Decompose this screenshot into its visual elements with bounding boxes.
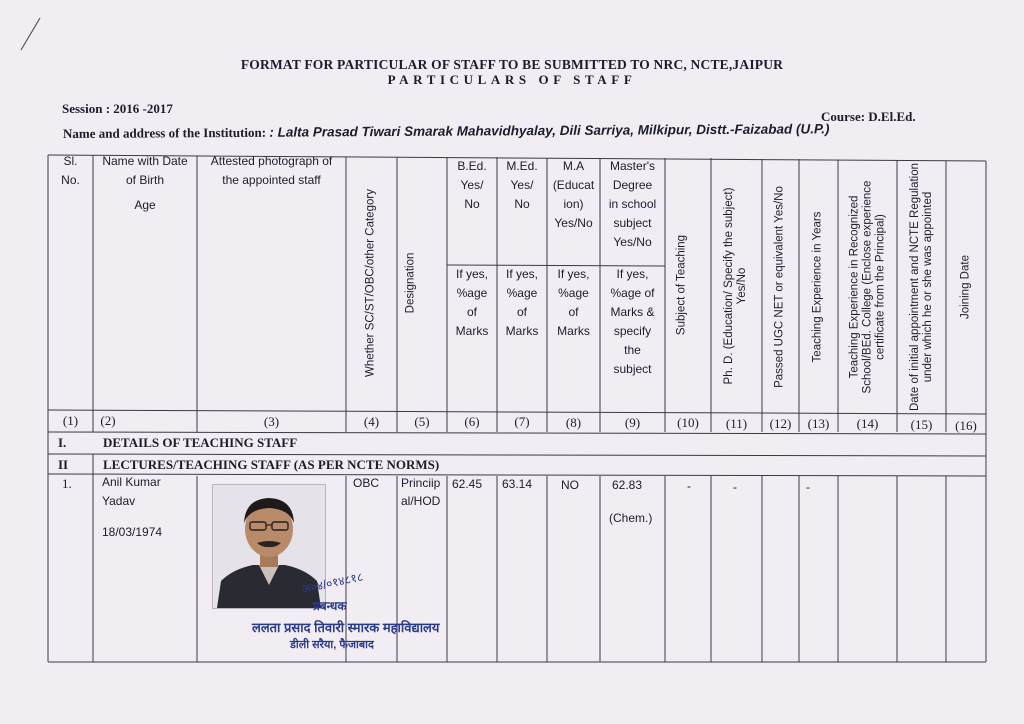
header-text: School/BEd. College (Enclose experience — [861, 180, 874, 394]
column-number: (9) — [624, 415, 641, 430]
header-text: in school — [608, 197, 657, 211]
column-number: (15) — [910, 417, 933, 432]
column-number: (1) — [62, 413, 79, 428]
header-text: of — [516, 305, 527, 319]
header-text: Marks — [455, 324, 489, 338]
header-text: Name with Date — [102, 154, 188, 168]
column-number: (10) — [677, 415, 699, 430]
signature: अ०४/०१४८१८ — [300, 569, 365, 597]
staff-category: OBC — [353, 476, 380, 490]
header-subject-teaching: Subject of Teaching — [675, 234, 688, 336]
header-text: Sl. — [63, 154, 78, 168]
document-title: FORMAT FOR PARTICULAR OF STAFF TO BE SUBMITTED TO NRC, NCTE,JAIPUR — [240, 57, 784, 72]
header-joining-date: Joining Date — [959, 255, 972, 319]
header-text: Yes/No — [554, 216, 593, 230]
header-text: M.A — [562, 159, 585, 173]
header-text: Age — [134, 198, 156, 212]
header-category: Whether SC/ST/OBC/other Category — [364, 189, 377, 377]
header-text: the appointed staff — [222, 173, 321, 187]
header-ma-marks — [547, 265, 600, 341]
column-number: (2) — [100, 413, 116, 428]
stamp-role: प्रबन्धक — [313, 599, 347, 613]
header-designation: Designation — [404, 252, 417, 314]
header-ma-education — [547, 157, 600, 233]
header-text: No. — [61, 173, 80, 187]
header-text: Marks — [557, 324, 590, 338]
header-text: Teaching Experience in Recognized — [848, 195, 861, 379]
header-sl-no — [48, 152, 93, 190]
staff-designation-line1: Princiip — [401, 476, 441, 490]
section-number: II — [58, 457, 69, 472]
row-sl-no: 1. — [62, 476, 72, 491]
institution-name: : Lalta Prasad Tiwari Smarak Mahavidhyalay, Dili Sarriya, Milkipur, Distt.-Faizabad (U.P.) — [269, 121, 830, 140]
header-text: specify — [613, 324, 652, 338]
header-text: Degree — [612, 178, 653, 192]
header-text: If yes, — [616, 267, 649, 281]
header-text: of — [568, 305, 579, 319]
header-text: (Educat — [552, 178, 595, 192]
section-heading: LECTURES/TEACHING STAFF (AS PER NCTE NORMS) — [103, 457, 440, 472]
header-teaching-experience: Teaching Experience in Years — [811, 211, 824, 363]
staff-teaching-experience: - — [806, 480, 810, 494]
staff-designation-line2: al/HOD — [401, 494, 441, 508]
header-phd — [723, 188, 749, 385]
header-text: Yes/No — [613, 235, 652, 249]
header-text: of — [466, 305, 477, 319]
header-text: If yes, — [557, 267, 590, 281]
header-text: ion) — [563, 197, 584, 211]
header-text: %age — [506, 286, 538, 300]
header-initial-appointment — [909, 163, 935, 411]
stamp-address: डीली सरैया, फैजाबाद — [290, 639, 374, 651]
column-number: (4) — [363, 414, 380, 429]
column-number: (12) — [769, 416, 792, 431]
header-text: %age — [558, 286, 589, 300]
staff-bed-marks: 62.45 — [452, 477, 483, 491]
header-masters-degree — [600, 157, 665, 252]
header-text: the — [624, 343, 641, 357]
course-label: Course: D.El.Ed. — [821, 109, 916, 124]
header-text: subject — [613, 216, 652, 230]
staff-ma-education: NO — [561, 478, 579, 492]
header-text: Yes/ — [460, 178, 484, 192]
header-bed — [447, 157, 497, 214]
header-experience-recognized — [849, 181, 888, 394]
header-text: of Birth — [125, 173, 164, 187]
header-text: M.Ed. — [506, 159, 538, 173]
institution-label: Name and address of the Institution: — [62, 124, 270, 141]
header-text: subject — [613, 362, 652, 376]
header-text: If yes, — [505, 267, 538, 281]
staff-name-line1: Anil Kumar — [102, 475, 161, 489]
header-name-dob — [93, 152, 197, 215]
header-photograph — [197, 152, 346, 190]
column-number: (11) — [725, 416, 748, 431]
header-text: under which he or she was appointed — [922, 191, 934, 383]
staff-phd: - — [733, 480, 737, 494]
document-subtitle: PARTICULARS OF STAFF — [387, 72, 637, 87]
header-text: Ph. D. (Education/ Specify the subject) — [723, 187, 735, 385]
header-med-marks — [497, 265, 547, 341]
stamp-institution: ललता प्रसाद तिवारी स्मारक महाविद्यालय — [252, 620, 440, 635]
header-masters-marks — [600, 265, 665, 379]
header-text: %age — [456, 286, 488, 300]
column-number: (7) — [514, 414, 530, 429]
column-number: (13) — [807, 416, 830, 431]
column-number: (5) — [414, 414, 430, 429]
header-text: %age of — [610, 286, 655, 300]
column-number: (16) — [955, 418, 977, 433]
header-text: If yes, — [455, 267, 488, 281]
header-text: Attested photograph of — [210, 154, 333, 168]
session-label: Session : 2016 -2017 — [62, 101, 173, 116]
staff-subject-teaching: - — [687, 479, 691, 493]
staff-dob: 18/03/1974 — [102, 525, 163, 539]
header-text: Master's — [610, 159, 655, 173]
header-text: Marks — [505, 324, 539, 338]
column-number: (14) — [856, 416, 879, 431]
header-text: B.Ed. — [457, 159, 487, 173]
staff-med-marks: 63.14 — [502, 477, 533, 491]
header-text: Yes/ — [510, 178, 534, 192]
section-number: I. — [58, 435, 67, 450]
header-text: Yes/No — [736, 267, 748, 305]
column-number: (3) — [263, 414, 280, 429]
header-text: Date of initial appointment and NCTE Regulation — [909, 162, 921, 412]
staff-name-line2: Yadav — [102, 494, 136, 508]
column-number: (8) — [565, 415, 582, 430]
section-heading: DETAILS OF TEACHING STAFF — [103, 435, 298, 450]
header-text: Marks & — [610, 305, 655, 319]
column-number: (6) — [464, 414, 480, 429]
header-text: No — [464, 197, 480, 211]
header-text: certificate from the Principal) — [874, 214, 887, 360]
header-bed-marks — [447, 265, 497, 341]
staff-masters-marks: 62.83 — [612, 478, 643, 492]
staff-masters-subject: (Chem.) — [609, 511, 653, 525]
header-med — [497, 157, 547, 214]
header-text: No — [514, 197, 530, 211]
header-ugc-net: Passed UGC NET or equivalent Yes/No — [773, 186, 786, 388]
